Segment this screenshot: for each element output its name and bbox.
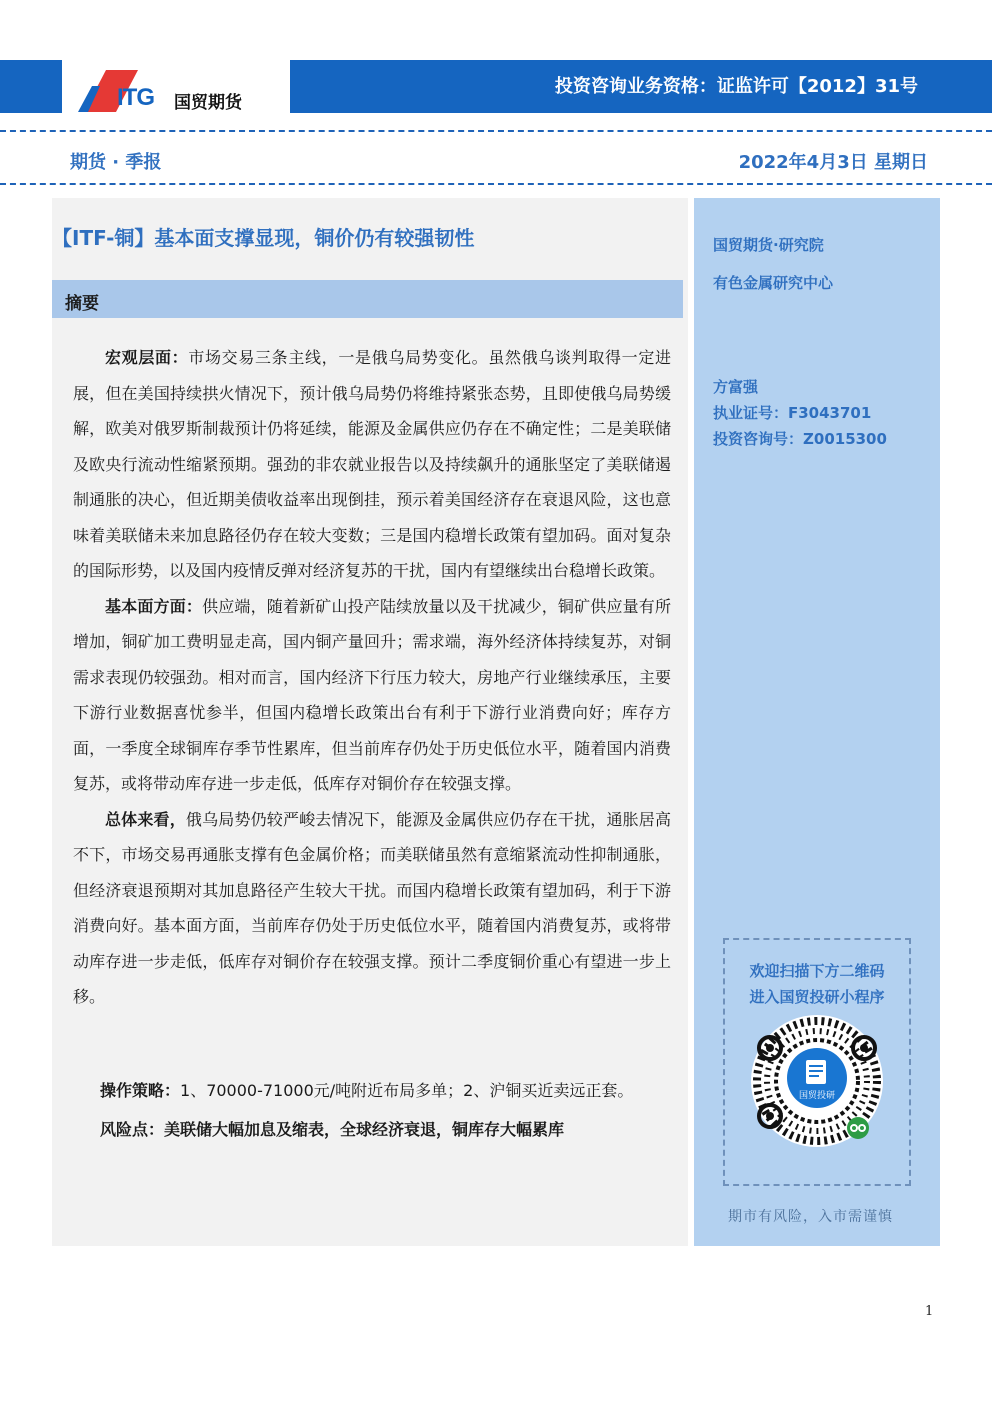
doc-date: 2022年4月3日 星期日	[738, 152, 928, 173]
logo-text: ITG	[117, 84, 154, 111]
qr-code-icon[interactable]	[748, 1012, 886, 1150]
divider-top	[0, 130, 992, 132]
logo-company-name: 国贸期货	[174, 93, 242, 113]
report-title: 【ITF-铜】基本面支撑显现，铜价仍有较强韧性	[52, 226, 475, 250]
summary-header	[52, 280, 683, 318]
institute-name: 国贸期货·研究院	[713, 236, 824, 254]
operation-lead: 操作策略：	[100, 1081, 181, 1100]
cert-number: 执业证号：F3043701	[713, 404, 872, 422]
doc-type: 期货 · 季报	[70, 152, 162, 173]
summary-body	[73, 340, 671, 1015]
license-text: 投资咨询业务资格：证监许可【2012】31号	[554, 76, 918, 97]
divider-bottom	[0, 183, 992, 185]
qr-caption-line1: 欢迎扫描下方二维码	[749, 962, 885, 980]
paragraph-lead: 总体来看，	[105, 809, 186, 829]
qr-caption-line2: 进入国贸投研小程序	[749, 988, 885, 1006]
summary-label: 摘要	[65, 294, 99, 314]
paragraph-text: 市场交易三条主线，一是俄乌局势变化。虽然俄乌谈判取得一定进展，但在美国持续拱火情况下，预计俄乌局势仍将维持紧张态势，且即使俄乌局势缓解，欧美对俄罗斯制裁预计仍将延续，能源及金属供应仍存在不确定性；二是美联储及欧央行流动性缩紧预期。强劲的非农就业报告以及持续飙升的通胀坚定了美联储遏制通胀的决心，但近期美债收益率出现倒挂，预示着美国经济存在衰退风险，这也意味着美联储未来加息路径仍存在较大变数；三是国内稳增长政策有望加码。面对复杂的国际形势，以及国内疫情反弹对经济复苏的干扰，国内有望继续出台稳增长政策。	[73, 348, 671, 580]
risk-points: 风险点：美联储大幅加息及缩表，全球经济衰退，铜库存大幅累库	[100, 1120, 565, 1139]
risk-warning: 期市有风险，入市需谨慎	[728, 1209, 893, 1225]
research-center: 有色金属研究中心	[713, 274, 834, 292]
consult-number: 投资咨询号：Z0015300	[713, 430, 887, 448]
qr-promo-box	[723, 938, 911, 1186]
paragraph-fundamentals	[73, 589, 671, 802]
operation-text: 1、70000-71000元/吨附近布局多单；2、沪铜买近卖远正套。	[180, 1081, 634, 1100]
page-number: 1	[925, 1304, 934, 1319]
analyst-name: 方富强	[713, 378, 759, 396]
paragraph-overall	[73, 802, 671, 1015]
paragraph-lead: 基本面方面：	[105, 596, 203, 616]
paragraph-text: 俄乌局势仍较严峻去情况下，能源及金属供应仍存在干扰，通胀居高不下，市场交易再通胀支撑有色金属价格；而美联储虽然有意缩紧流动性抑制通胀，但经济衰退预期对其加息路径产生较大干扰。而国内稳增长政策有望加码，利于下游消费向好。基本面方面，当前库存仍处于历史低位水平，随着国内消费复苏，或将带动库存进一步走低，低库存对铜价存在较强支撑。预计二季度铜价重心有望进一步上移。	[73, 809, 671, 1006]
paragraph-macro	[73, 340, 671, 589]
logo[interactable]	[62, 52, 290, 122]
paragraph-text: 供应端，随着新矿山投产陆续放量以及干扰减少，铜矿供应量有所增加，铜矿加工费明显走高，国内铜产量回升；需求端，海外经济体持续复苏，对铜需求表现仍较强劲。相对而言，国内经济下行压力较大，房地产行业继续承压，主要下游行业数据喜忧参半，但国内稳增长政策出台有利于下游行业消费向好；库存方面，一季度全球铜库存季节性累库，但当前库存仍处于历史低位水平，随着国内消费复苏，或将带动库存进一步走低，低库存对铜价存在较强支撑。	[73, 596, 671, 793]
qr-center-label: 国贸投研	[798, 1091, 836, 1101]
operation-strategy	[100, 1078, 633, 1101]
paragraph-lead: 宏观层面：	[105, 348, 189, 367]
